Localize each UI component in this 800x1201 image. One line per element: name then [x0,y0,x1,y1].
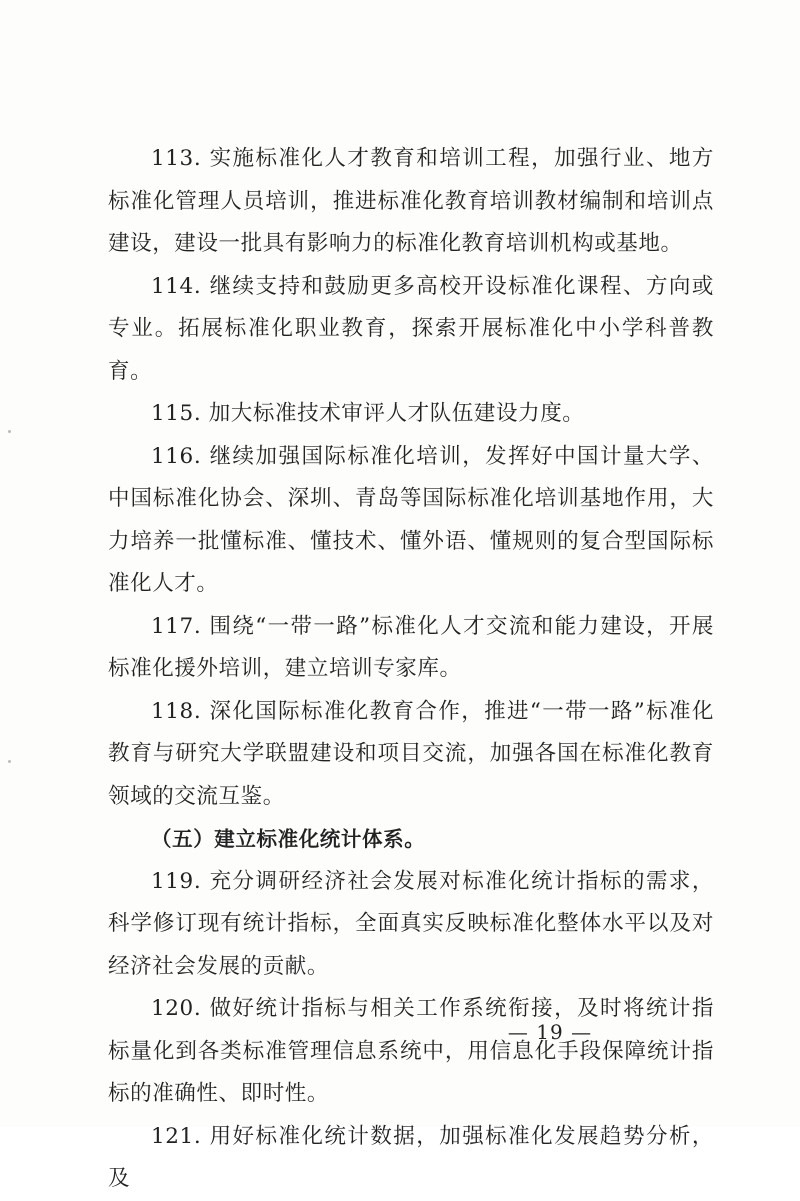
paragraph-116: 116. 继续加强国际标准化培训，发挥好中国计量大学、中国标准化协会、深圳、青岛等国际标准化培训基地作用，大力培养一批懂标准、懂技术、懂外语、懂规则的复合型国际标准化人才。 [108,443,714,596]
paragraph-114: 114. 继续支持和鼓励更多高校开设标准化课程、方向或专业。拓展标准化职业教育，探索开展标准化中小学科普教育。 [108,273,714,384]
paragraph-120: 120. 做好统计指标与相关工作系统衔接，及时将统计指标量化到各类标准管理信息系统中，用信息化手段保障统计指标的准确性、即时性。 [108,996,714,1106]
paragraph-117: 117. 围绕“一带一路”标准化人才交流和能力建设，开展标准化援外培训，建立培训专家库。 [108,613,714,681]
scan-speck [8,430,11,433]
paragraph-113: 113. 实施标准化人才教育和培训工程，加强行业、地方标准化管理人员培训，推进标准化教育培训教材编制和培训点建设，建设一批具有影响力的标准化教育培训机构或基地。 [108,146,714,256]
section-heading: （五）建立标准化统计体系。 [151,827,426,851]
scan-speck [8,760,11,763]
paragraph-119: 119. 充分调研经济社会发展对标准化统计指标的需求，科学修订现有统计指标，全面真实反映标准化整体水平以及对经济社会发展的贡献。 [108,868,714,979]
paragraph-118: 118. 深化国际标准化教育合作，推进“一带一路”标准化教育与研究大学联盟建设和项目交流，加强各国在标准化教育领域的交流互鉴。 [108,698,714,809]
page-number: — 19 — [507,1020,593,1044]
paragraph-115: 115. 加大标准技术审评人才队伍建设力度。 [151,401,585,426]
paragraph-121: 121. 用好标准化统计数据，加强标准化发展趋势分析，及 [108,1123,714,1191]
